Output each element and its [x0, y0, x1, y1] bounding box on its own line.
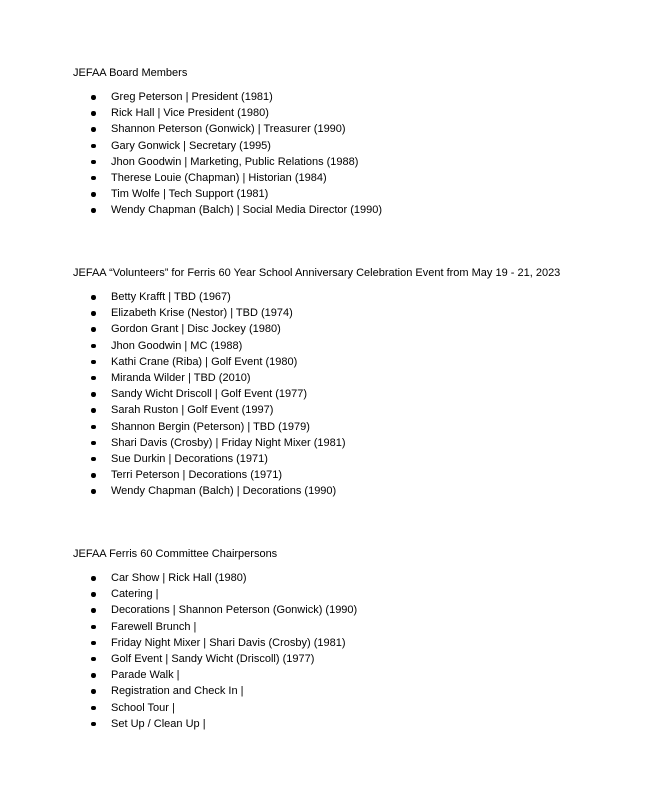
list-item: Decorations | Shannon Peterson (Gonwick) (1990)	[91, 602, 357, 618]
list-item: Wendy Chapman (Balch) | Social Media Director (1990)	[91, 202, 382, 218]
list-item: Sue Durkin | Decorations (1971)	[91, 451, 346, 467]
list-item: Wendy Chapman (Balch) | Decorations (1990)	[91, 483, 346, 499]
committee-chairpersons-section	[73, 547, 633, 730]
list-item: Jhon Goodwin | MC (1988)	[91, 338, 346, 354]
list-item: Therese Louie (Chapman) | Historian (1984)	[91, 170, 382, 186]
board-members-section	[73, 66, 633, 217]
committee-chairpersons-list	[91, 570, 357, 732]
list-item: School Tour |	[91, 700, 357, 716]
list-item: Elizabeth Krise (Nestor) | TBD (1974)	[91, 305, 346, 321]
volunteers-section	[73, 266, 633, 498]
list-item: Sandy Wicht Driscoll | Golf Event (1977)	[91, 386, 346, 402]
list-item: Jhon Goodwin | Marketing, Public Relations (1988)	[91, 154, 382, 170]
list-item: Betty Krafft | TBD (1967)	[91, 289, 346, 305]
list-item: Golf Event | Sandy Wicht (Driscoll) (1977)	[91, 651, 357, 667]
list-item: Terri Peterson | Decorations (1971)	[91, 467, 346, 483]
list-item: Shari Davis (Crosby) | Friday Night Mixer (1981)	[91, 435, 346, 451]
list-item: Shannon Peterson (Gonwick) | Treasurer (1990)	[91, 121, 382, 137]
list-item: Kathi Crane (Riba) | Golf Event (1980)	[91, 354, 346, 370]
list-item: Catering |	[91, 586, 357, 602]
section-heading: JEFAA “Volunteers” for Ferris 60 Year School Anniversary Celebration Event from May 19 - 21, 2023	[73, 267, 561, 279]
list-item: Greg Peterson | President (1981)	[91, 89, 382, 105]
list-item: Shannon Bergin (Peterson) | TBD (1979)	[91, 419, 346, 435]
list-item: Sarah Ruston | Golf Event (1997)	[91, 402, 346, 418]
list-item: Registration and Check In |	[91, 683, 357, 699]
list-item: Rick Hall | Vice President (1980)	[91, 105, 382, 121]
list-item: Farewell Brunch |	[91, 619, 357, 635]
list-item: Gordon Grant | Disc Jockey (1980)	[91, 321, 346, 337]
list-item: Gary Gonwick | Secretary (1995)	[91, 138, 382, 154]
list-item: Car Show | Rick Hall (1980)	[91, 570, 357, 586]
section-heading: JEFAA Ferris 60 Committee Chairpersons	[73, 548, 278, 560]
list-item: Set Up / Clean Up |	[91, 716, 357, 732]
list-item: Friday Night Mixer | Shari Davis (Crosby) (1981)	[91, 635, 357, 651]
volunteers-list	[91, 289, 346, 499]
list-item: Miranda Wilder | TBD (2010)	[91, 370, 346, 386]
board-members-list	[91, 89, 382, 219]
list-item: Parade Walk |	[91, 667, 357, 683]
section-heading: JEFAA Board Members	[73, 67, 188, 79]
list-item: Tim Wolfe | Tech Support (1981)	[91, 186, 382, 202]
